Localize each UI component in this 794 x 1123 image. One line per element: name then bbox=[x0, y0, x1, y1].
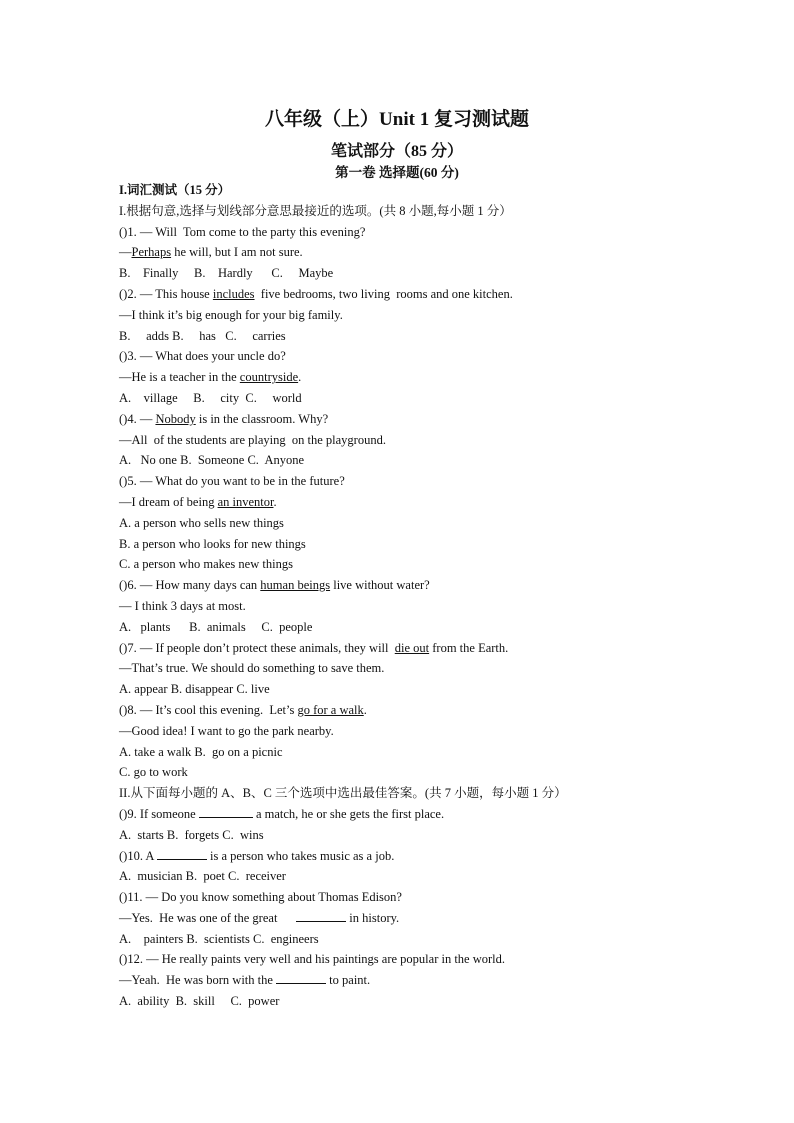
question-8-options-ab: A. take a walk B. go on a picnic bbox=[119, 744, 283, 759]
question-3-reply bbox=[119, 367, 759, 388]
question-8-option-c: C. go to work bbox=[119, 765, 188, 780]
question-4-options: A. No one B. Someone C. Anyone bbox=[119, 453, 305, 468]
underlined-word: go for a walk bbox=[297, 702, 364, 717]
question-1-stem: ()1. — Will Tom come to the party this evening? bbox=[119, 224, 366, 239]
text: —He is a teacher in the bbox=[119, 370, 240, 385]
question-4-reply: —All of the students are playing on the playground. bbox=[119, 432, 386, 447]
text: . bbox=[298, 370, 302, 385]
section-heading: I.词汇测试（15 分） bbox=[119, 183, 231, 197]
underlined-word: an inventor bbox=[217, 494, 274, 509]
question-3-stem: ()3. — What does your uncle do? bbox=[119, 349, 286, 364]
text: ()7. — If people don’t protect these animals, they will bbox=[119, 640, 395, 655]
text: in history. bbox=[346, 910, 400, 925]
text: five bedrooms, two living rooms and one kitchen. bbox=[254, 286, 513, 301]
text: is a person who takes music as a job. bbox=[206, 848, 395, 863]
question-5-stem: ()5. — What do you want to be in the future? bbox=[119, 474, 345, 489]
question-7-options: A. appear B. disappear C. live bbox=[119, 682, 270, 697]
question-5-option-a: A. a person who sells new things bbox=[119, 515, 284, 530]
underlined-word: Perhaps bbox=[131, 245, 172, 260]
underlined-word: human beings bbox=[260, 578, 331, 593]
question-9-stem bbox=[119, 804, 759, 825]
question-11-reply bbox=[119, 908, 759, 929]
text: ()6. — How many days can bbox=[119, 578, 261, 593]
question-8-reply: —Good idea! I want to go the park nearby. bbox=[119, 723, 334, 738]
question-6-stem bbox=[119, 575, 759, 596]
text: a match, he or she gets the first place. bbox=[252, 806, 445, 821]
underlined-word: die out bbox=[394, 640, 430, 655]
answer-blank[interactable] bbox=[296, 921, 346, 922]
text: from the Earth. bbox=[429, 640, 509, 655]
part-heading: 第一卷 选择题(60 分) bbox=[335, 165, 459, 180]
question-11-stem: ()11. — Do you know something about Thomas Edison? bbox=[119, 890, 402, 905]
section-instruction: I.根据句意,选择与划线部分意思最接近的选项。(共 8 小题,每小题 1 分） bbox=[119, 203, 512, 218]
question-6-reply: — I think 3 days at most. bbox=[119, 598, 246, 613]
question-2-reply: —I think it’s big enough for your big family. bbox=[119, 307, 343, 322]
section-2-instruction: II.从下面每小题的 A、B、C 三个选项中选出最佳答案。(共 7 小题，每小题 1 分） bbox=[119, 786, 567, 801]
text: ()8. — It’s cool this evening. Let’s bbox=[119, 702, 298, 717]
text: live without water? bbox=[330, 578, 430, 593]
underlined-word: includes bbox=[212, 286, 255, 301]
question-5-option-b: B. a person who looks for new things bbox=[119, 536, 306, 551]
page-title: 八年级（上）Unit 1 复习测试题 bbox=[265, 109, 529, 130]
question-2-options: B. adds B. has C. carries bbox=[119, 328, 286, 343]
text: ()10. A bbox=[119, 848, 157, 863]
answer-blank[interactable] bbox=[199, 817, 253, 818]
question-6-options: A. plants B. animals C. people bbox=[119, 619, 313, 634]
question-12-options: A. ability B. skill C. power bbox=[119, 994, 280, 1009]
text: —I dream of being bbox=[119, 494, 218, 509]
question-8-stem bbox=[119, 700, 759, 721]
question-7-stem bbox=[119, 638, 759, 659]
question-10-options: A. musician B. poet C. receiver bbox=[119, 869, 286, 884]
text: —Yeah. He was born with the bbox=[119, 973, 277, 988]
question-9-options: A. starts B. forgets C. wins bbox=[119, 827, 264, 842]
page-subtitle: 笔试部分（85 分） bbox=[330, 143, 463, 160]
question-12-stem: ()12. — He really paints very well and his paintings are popular in the world. bbox=[119, 952, 506, 967]
question-1-reply bbox=[119, 242, 759, 263]
question-12-reply bbox=[119, 970, 759, 991]
question-list bbox=[119, 180, 759, 1012]
text: to paint. bbox=[326, 973, 371, 988]
text: is in the classroom. Why? bbox=[195, 411, 329, 426]
answer-blank[interactable] bbox=[157, 859, 207, 860]
text: — bbox=[119, 245, 132, 260]
text: ()9. If someone bbox=[119, 806, 199, 821]
question-3-options: A. village B. city C. world bbox=[119, 390, 302, 405]
question-2-stem bbox=[119, 284, 759, 305]
question-7-reply: —That’s true. We should do something to save them. bbox=[119, 661, 385, 676]
text: ()2. — This house bbox=[119, 286, 213, 301]
answer-blank[interactable] bbox=[276, 983, 326, 984]
text: he will, but I am not sure. bbox=[171, 245, 303, 260]
question-10-stem bbox=[119, 846, 759, 867]
question-5-option-c: C. a person who makes new things bbox=[119, 557, 293, 572]
question-1-options: B. Finally B. Hardly C. Maybe bbox=[119, 266, 334, 281]
text: ()4. — bbox=[119, 411, 156, 426]
question-4-stem bbox=[119, 409, 759, 430]
underlined-word: countryside bbox=[239, 370, 299, 385]
question-11-options: A. painters B. scientists C. engineers bbox=[119, 931, 319, 946]
underlined-word: Nobody bbox=[155, 411, 196, 426]
text: . bbox=[273, 494, 277, 509]
question-5-reply bbox=[119, 492, 759, 513]
text: —Yes. He was one of the great bbox=[119, 910, 297, 925]
text: . bbox=[363, 702, 367, 717]
